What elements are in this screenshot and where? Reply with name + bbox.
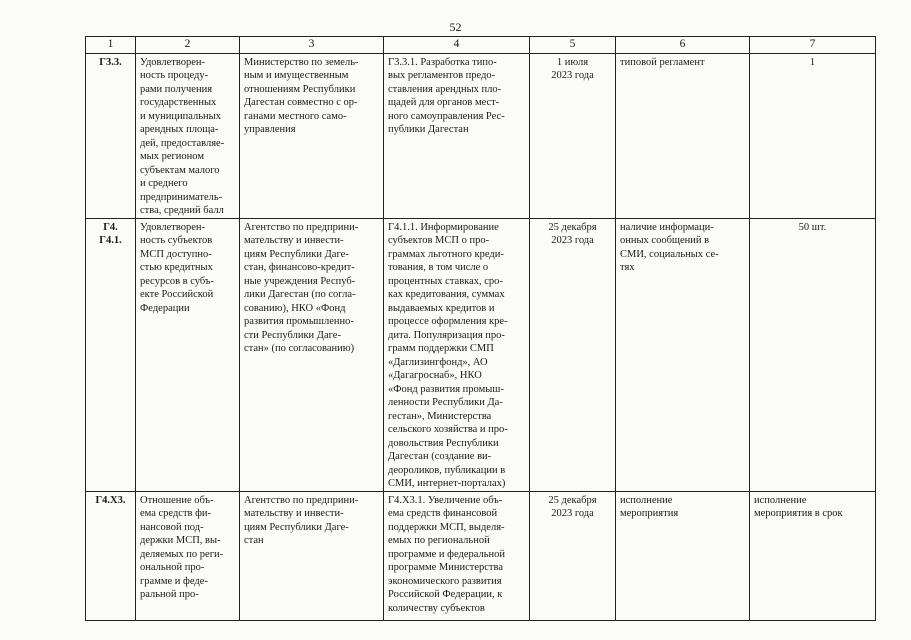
- row-code: Г4.Х3.: [86, 491, 136, 620]
- row-deadline: 1 июля 2023 года: [530, 53, 616, 218]
- row-responsible: Агентство по предприни- мательству и инвести- циям Республики Даге- стан: [240, 491, 384, 620]
- row-deadline: 25 декабря 2023 года: [530, 218, 616, 491]
- table-row: [86, 53, 876, 218]
- column-number: 1: [86, 37, 136, 54]
- row-measure: Г4.1.1. Информирование субъектов МСП о про- граммах льготного креди- тования, в том числе о процентных ставках, сро- ках кредитования, суммах выдаваемых кредитов и процессе оформления кре- дита. Популяризация про- грамм поддержки СМП «Даглизингфонд», АО «Дагагроснаб», НКО «Фонд развития промыш- ленности Республики Да- гестан», Министерства сельского хозяйства и про- довольствия Республики Дагестан (создание ви- деороликов, публикации в СМИ, интернет-порталах): [384, 218, 530, 491]
- row-code: Г4. Г4.1.: [86, 218, 136, 491]
- row-code: Г3.3.: [86, 53, 136, 218]
- column-number: 6: [616, 37, 750, 54]
- column-numbers-row: [86, 37, 876, 54]
- column-number: 5: [530, 37, 616, 54]
- row-deadline: 25 декабря 2023 года: [530, 491, 616, 620]
- row-indicator: Отношение объ- ема средств фи- нансовой под- держки МСП, вы- деляемых по реги- ональной про- грамме и феде- ральной про-: [136, 491, 240, 620]
- column-number: 2: [136, 37, 240, 54]
- row-measure: Г3.3.1. Разработка типо- вых регламентов предо- ставления арендных пло- щадей для органов мест- ного самоуправления Рес- публики Дагестан: [384, 53, 530, 218]
- row-measure: Г4.Х3.1. Увеличение объ- ема средств финансовой поддержки МСП, выделя- емых по региональной программе и федеральной программе Министерства экономического развития Российской Федерации, к количеству субъектов: [384, 491, 530, 620]
- column-number: 4: [384, 37, 530, 54]
- column-number: 7: [750, 37, 876, 54]
- column-number: 3: [240, 37, 384, 54]
- table-row: [86, 491, 876, 620]
- row-value: 50 шт.: [750, 218, 876, 491]
- page-number: 52: [449, 20, 462, 34]
- table-row: [86, 218, 876, 491]
- row-responsible: Агентство по предприни- мательству и инвести- циям Республики Даге- стан, финансово-кредит- ные учреждения Респуб- лики Дагестан (по согла- сованию), НКО «Фонд развития промышленно- сти Республики Даге- стан» (по согласованию): [240, 218, 384, 491]
- row-value: исполнение мероприятия в срок: [750, 491, 876, 620]
- row-indicator: Удовлетворен- ность процеду- рами получения государственных и муниципальных арендных площа- дей, предоставляе- мых регионом субъектам малого и среднего предприниматель- ства, средний балл: [136, 53, 240, 218]
- row-result: наличие информаци- онных сообщений в СМИ, социальных се- тях: [616, 218, 750, 491]
- row-value: 1: [750, 53, 876, 218]
- row-indicator: Удовлетворен- ность субъектов МСП доступно- стью кредитных ресурсов в субъ- екте Российской Федерации: [136, 218, 240, 491]
- row-result: типовой регламент: [616, 53, 750, 218]
- row-result: исполнение мероприятия: [616, 491, 750, 620]
- measures-table: [85, 36, 876, 621]
- row-responsible: Министерство по земель- ным и имущественным отношениям Республики Дагестан совместно с ор- ганами местного само- управления: [240, 53, 384, 218]
